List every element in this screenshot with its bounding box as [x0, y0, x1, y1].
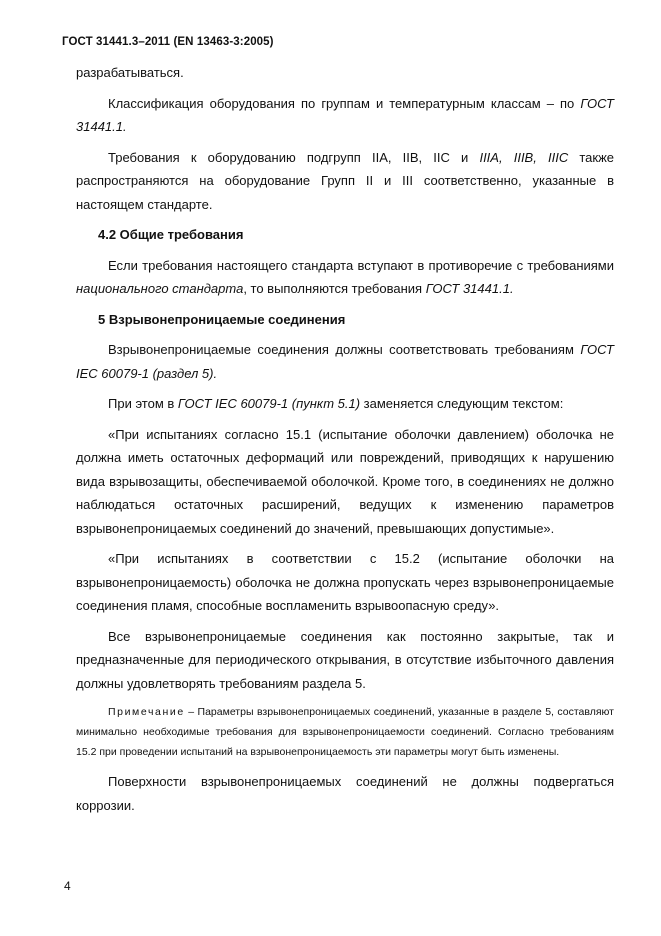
- italic-term: национального стандарта: [76, 281, 244, 296]
- paragraph-replacement: [76, 392, 614, 416]
- paragraph-corrosion: Поверхности взрывонепроницаемых соединений не должны подвергаться коррозии.: [76, 774, 614, 813]
- standard-reference: ГОСТ 31441.1: [425, 281, 510, 296]
- paragraph-classification: [76, 92, 614, 139]
- paragraph-all-joints: Все взрывонепроницаемые соединения как постоянно закрытые, так и предназначенные для периодического открывания, в отсутствие избыточного давления должны удовлетворять требованиям раздела 5.: [76, 628, 614, 691]
- paragraph-quote-15-1: «При испытаниях согласно 15.1 (испытание оболочки давлением) оболочка не должна иметь остаточных деформаций или повреждений, приводящих к нарушению вида взрывозащиты, обеспечиваемой оболочкой. Кроме того, в соединениях не должно наблюдаться остаточных расширений, ведущих к изменению параметров взрывонепроницаемых соединений до значений, превышающих допустимые».: [76, 426, 614, 536]
- text: Если требования настоящего стандарта вступают в противоречие с требованиями: [108, 257, 614, 273]
- standard-reference: ГОСТ IEC 60079-1 (пункт 5.1): [177, 396, 361, 411]
- text: При этом в: [108, 396, 178, 411]
- text: Взрывонепроницаемые соединения должны соответствовать требованиям: [108, 342, 581, 357]
- page-number: 4: [64, 879, 71, 893]
- paragraph-continuation: разрабатываться.: [76, 65, 184, 80]
- text: Требования к оборудованию подгрупп IIA, IIB, IIC и: [108, 149, 480, 165]
- paragraph-subgroups: [76, 146, 614, 217]
- note-text: – Параметры взрывонепроницаемых соединений, указанные в разделе 5, составляют минимально необходимые требования для взрывонепроницаемости соединений. Согласно требованиям 15.2 при проведении испытаний на взрывонепроницаемость эти параметры могут быть изменены.: [76, 706, 614, 758]
- text: .: [123, 119, 127, 134]
- section-heading-4-2: 4.2 Общие требования: [98, 227, 244, 242]
- document-body: [76, 61, 614, 824]
- text: также распространяются на оборудование Групп II и III соответственно, указанные в настоящем стандарте.: [76, 149, 615, 212]
- document-header: ГОСТ 31441.3–2011 (EN 13463-3:2005): [62, 36, 274, 48]
- note: [76, 702, 614, 762]
- standard-reference: ГОСТ 31441.1: [76, 95, 614, 134]
- section-heading-5: 5 Взрывонепроницаемые соединения: [98, 311, 346, 327]
- paragraph-general-requirements: [76, 254, 614, 301]
- paragraph-joint-requirements: [76, 338, 614, 385]
- text: .: [509, 281, 514, 296]
- standard-reference: ГОСТ IEC 60079-1 (раздел 5): [76, 342, 614, 381]
- subgroup-list: IIIA, IIIB, IIIC: [479, 149, 569, 165]
- text: , то выполняются требования: [243, 281, 426, 296]
- text: .: [213, 365, 218, 381]
- paragraph-quote-15-2: «При испытаниях в соответствии с 15.2 (испытание оболочки на взрывонепроницаемость) оболочка не должна пропускать через взрывонепроницаемые соединения пламя, способные воспламенить взрывоопасную среду».: [76, 551, 614, 613]
- text: заменяется следующим текстом:: [360, 396, 564, 411]
- note-label: Примечание: [108, 706, 185, 718]
- text: Классификация оборудования по группам и температурным классам – по: [108, 95, 581, 111]
